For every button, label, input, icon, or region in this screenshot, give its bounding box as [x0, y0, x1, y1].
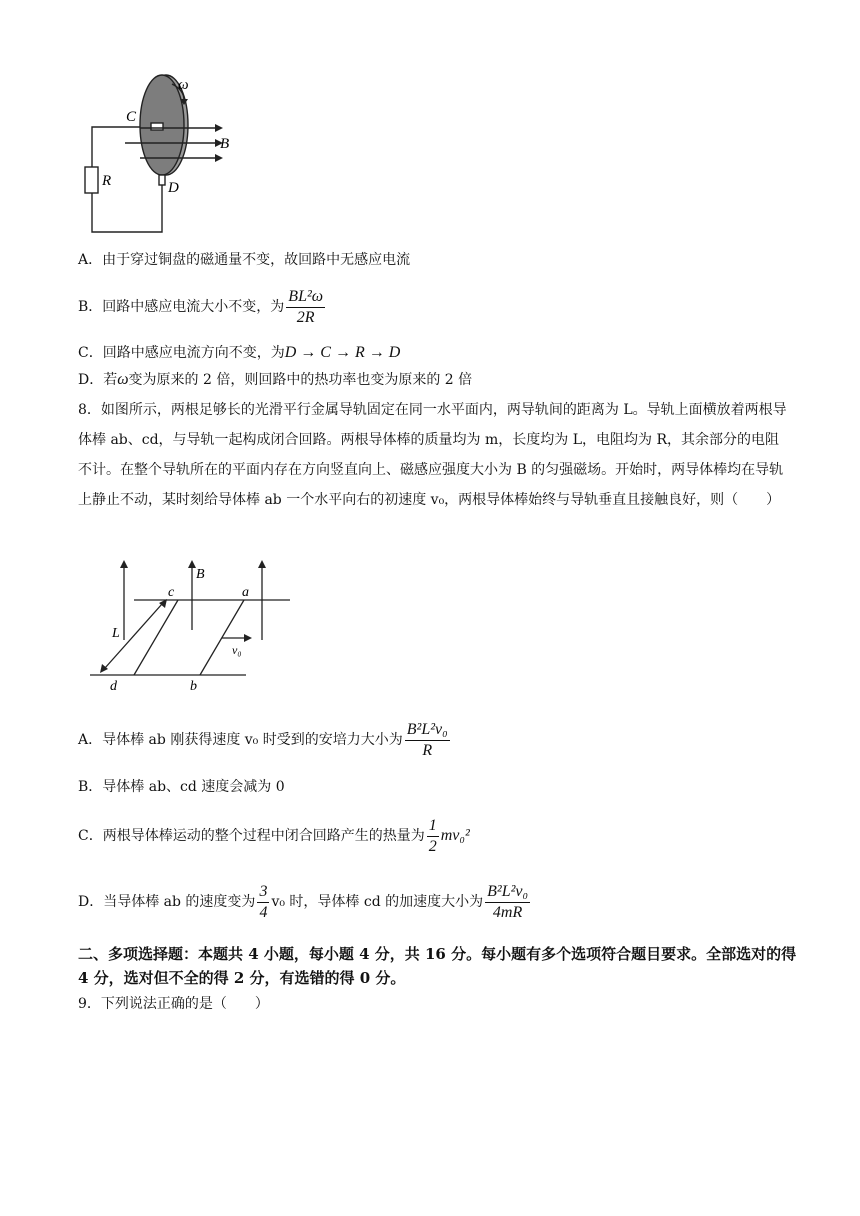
label-omega: ω	[178, 77, 189, 93]
q8-option-a-text: A．导体棒 ab 刚获得速度 v₀ 时受到的安培力大小为	[78, 732, 403, 748]
fraction-denominator: 2	[428, 837, 437, 855]
label-D: D	[168, 180, 179, 196]
q7-option-d-rest: 变为原来的 2 倍，则回路中的热功率也变为原来的 2 倍	[128, 372, 473, 388]
q9-stem: 9．下列说法正确的是（ ）	[78, 996, 269, 1012]
q8-option-a-fraction	[405, 720, 450, 761]
q8-option-c-text: C．两根导体棒运动的整个过程中闭合回路产生的热量为	[78, 828, 425, 844]
q7-option-a: A．由于穿过铜盘的磁通量不变，故回路中无感应电流	[78, 252, 411, 268]
q8-option-c	[78, 814, 470, 858]
q8-option-d-mid: v₀ 时，导体棒 cd 的加速度大小为	[271, 894, 484, 910]
q8-option-c-fraction	[427, 816, 439, 857]
label-b: b	[190, 679, 197, 693]
q7-option-c-path: D → C → R → D	[284, 344, 401, 361]
q8-option-d-prefix: D．当导体棒 ab 的速度变为	[78, 894, 256, 910]
q8-option-b: B．导体棒 ab、cd 速度会减为 0	[78, 779, 285, 795]
section-heading: 二、多项选择题：本题共 4 小题，每小题 4 分，共 16 分。每小题有多个选项符合题目要求。全部选对的得 4 分，选对但不全的得 2 分，有选错的得 0 分。	[78, 945, 797, 987]
fraction-numerator: BL²ω	[286, 287, 325, 308]
q7-option-b	[78, 286, 327, 328]
q8-stem: 8．如图所示，两根足够长的光滑平行金属导轨固定在同一水平面内，两导轨间的距离为 L。导轨上面横放着两根导体棒 ab、cd，与导轨一起构成闭合回路。两根导体棒的质量均为 m，长度均为 L，电阻均为 R，其余部分的电阻不计。在整个导轨所在的平面内存在方向竖直向上、磁感应强度大小为 B 的匀强磁场。开始时，两导体棒均在导轨上静止不动，某时刻给导体棒 ab 一个水平向右的初速度 v₀，两根导体棒始终与导轨垂直且接触良好，则（ ）	[78, 402, 787, 508]
q7-option-b-text: B．回路中感应电流大小不变，为	[78, 299, 285, 315]
q8-option-d-fraction-2	[485, 882, 530, 923]
fraction-denominator: 4	[259, 903, 268, 921]
q7-option-d-prefix: D．若	[78, 372, 118, 388]
copper-disk-figure	[80, 72, 240, 237]
label-R: R	[102, 173, 112, 189]
q7-option-b-fraction	[286, 287, 325, 328]
fraction-denominator: 2R	[296, 308, 315, 326]
fraction-numerator: 3	[257, 882, 269, 903]
label-C: C	[126, 109, 137, 125]
fraction-denominator: R	[422, 741, 433, 759]
q8-option-d	[78, 880, 532, 924]
label-B: B	[220, 136, 230, 152]
q8-option-a	[78, 718, 452, 762]
fraction-denominator: 4mR	[492, 903, 523, 921]
q8-option-d-fraction-1	[257, 882, 269, 923]
omega-symbol: ω	[117, 371, 129, 388]
rails-figure	[86, 558, 292, 693]
fraction-numerator: 1	[427, 816, 439, 837]
fraction-numerator: B²L²v₀	[485, 882, 530, 903]
label-c: c	[168, 585, 175, 600]
q7-option-c	[78, 343, 400, 363]
fraction-numerator: B²L²v₀	[405, 720, 450, 741]
label-L: L	[112, 626, 120, 641]
q7-option-c-text: C．回路中感应电流方向不变，为	[78, 345, 285, 361]
label-B: B	[196, 567, 205, 582]
label-a: a	[242, 585, 249, 600]
label-v0: v₀	[232, 643, 242, 657]
label-d: d	[110, 679, 117, 693]
q7-option-d	[78, 370, 472, 390]
q8-option-c-suffix: mv₀²	[440, 827, 470, 844]
